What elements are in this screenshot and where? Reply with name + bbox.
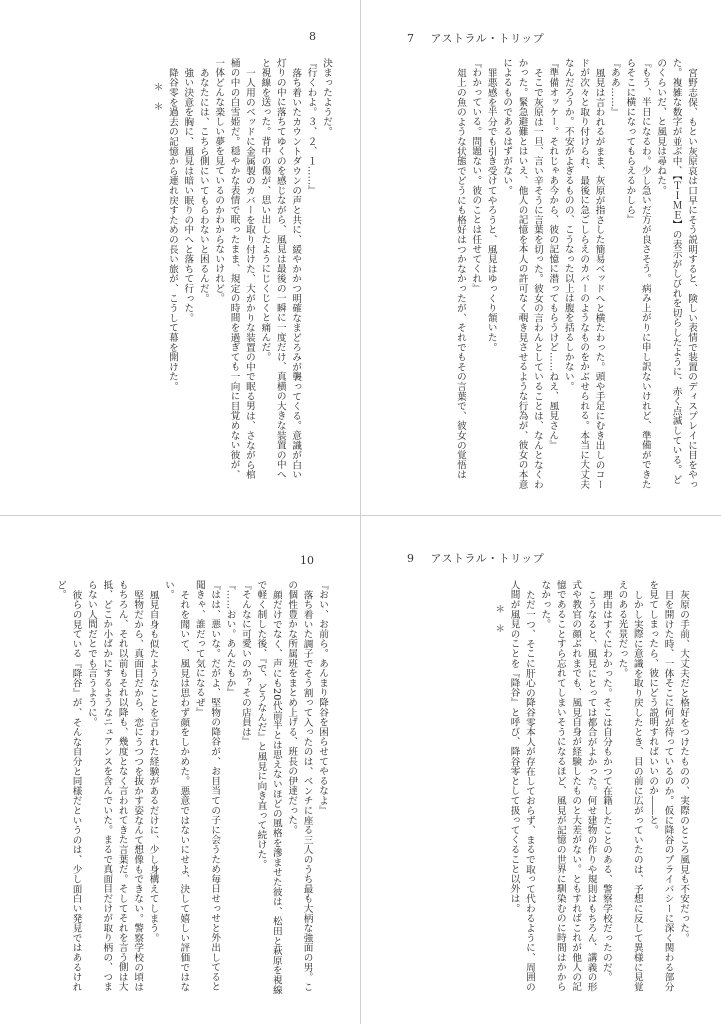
page-number: 9 bbox=[407, 552, 415, 565]
paragraph: 目を開けた時、一体そこに何が待っているのか。仮に降谷のプライバシーに深く関わる部分を見てしまったら、彼にどう説明すればいいのか――と。 bbox=[647, 580, 674, 992]
page-number: 8 bbox=[309, 30, 316, 43]
page-9 bbox=[361, 516, 721, 1024]
section-break-mark: ＊ ＊ bbox=[151, 82, 163, 112]
running-header bbox=[407, 550, 544, 566]
page-number: 7 bbox=[407, 32, 415, 45]
paragraph: 宮野志保、もとい灰原哀は口早にそう説明すると、険しい表情で装置のディスプレイに目をやった。複雑な数字が並ぶ中、【ＴＩＭＥ】の表示がしびれを切らしたように、赤く点滅している。どのくらいだ、と風見は尋ねた。 bbox=[655, 58, 697, 489]
paragraph: それを聞いて、風見は思わず顔をしかめた。悪意ではないにせよ、決して嬉しい評価ではない。 bbox=[162, 580, 190, 992]
running-header bbox=[407, 30, 544, 46]
paragraph: 『はは、悪いな。だがよ、堅物の降谷が、お目当ての子に会うため毎日せっせと外出してると聞きゃ、誰だって気になるぜ』 bbox=[193, 580, 221, 992]
paragraph: 彼らの見ている『降谷』が、そんな自分と同様だというのは、少し面白い発見ではあるけれど。 bbox=[55, 580, 82, 992]
running-title: アストラル・トリップ bbox=[430, 552, 545, 565]
page-8 bbox=[0, 0, 360, 515]
paragraph: しかし実際に意識を取り戻したとき、目の前に広がっていたのは、予想に反して異様に見覚えのある光景だった。 bbox=[616, 580, 643, 992]
paragraph: 『……おい。あんたもか』 bbox=[224, 580, 236, 698]
paragraph: 罪悪感を半分でも引き受けてやろうと、風見はゆっくり頷いた。 bbox=[485, 67, 497, 352]
paragraph: 『おい、お前ら。あんまり降谷を困らせてやるなよ』 bbox=[317, 580, 328, 816]
section-break-mark: ＊ ＊ bbox=[493, 604, 505, 634]
running-title: アストラル・トリップ bbox=[430, 32, 545, 45]
page-body bbox=[34, 58, 334, 486]
paragraph: 決まったようだ。 bbox=[321, 58, 332, 137]
paragraph: こうなると、風見にとっては都合がよかった。何せ建物の作りや規則はもちろん、講義の形式や教官の顔ぶれまでも、風見自身が経験したものと大差がない。ともすればこれが他人の記憶であることすら忘れてしまいそうになるほど、風見が記憶の世界に馴染むのに時間はかからなかった。 bbox=[539, 580, 597, 992]
paragraph: 風見自身も似たようなことを言われた経験があるだけに、少し身構えてしまう。 bbox=[147, 589, 159, 943]
paragraph: 一人用のベッドに金属製のカバーを取り付けた、大がかりな装置の中で眠る男は、さながら棺桶の中の白雪姫だ。穏やかな表情で眠ったまま、規定の時間を過ぎても一向に目覚めない彼が、一体どんな楽しい夢を見ているのかわからないけれど。 bbox=[213, 58, 255, 480]
paragraph: 落ち着いた調子でそう割って入ったのは、ベンチに座る三人のうち最も大柄な強面の男。この個性豊かな所属班をまとめ上げる、班長の伊達だった。 bbox=[286, 580, 313, 992]
paragraph: 強い決意を胸に、風見は暗い眠りの中へと落ちて行った。 bbox=[182, 67, 194, 323]
paragraph: 落ち着いたカウントダウンの声と共に、緩やかかつ明確なまどろみが襲ってくる。意識が白い灯りの中に落ちてゆくのを感じながら、風見は最後の一瞬に一度だけ、真横の大きな装置の中へと視線を送った。背中の傷が、思い出したようにじくじくと痛んだ。 bbox=[259, 58, 302, 480]
paragraph: 『ああ……』 bbox=[608, 58, 620, 117]
page-10 bbox=[0, 516, 360, 1024]
page-body bbox=[393, 58, 699, 494]
page-7 bbox=[361, 0, 721, 515]
paragraph: 俎上の魚のような状態でどうにも格好はつかなかったが、それでもその言葉で、彼女の覚悟は bbox=[454, 67, 466, 480]
page-body bbox=[391, 580, 691, 996]
paragraph: 降谷零を過去の記憶から連れ戻すための長い旅が、こうして幕を開けた。 bbox=[166, 67, 178, 391]
paragraph: 『もう、半日になるわ。少し急いだ方が良さそう。病み上がりに申し訳ないけれど、準備ができたらそこに横になってもらえるかしら』 bbox=[624, 58, 651, 490]
paragraph: 『準備オッケー。それじゃあ今から、彼の記憶に潜ってもらうけど……ねえ、風見さん』 bbox=[547, 58, 559, 450]
paragraph: 理由はすぐにわかった。そこは自分もかつて在籍したことのある、警察学校だったのだ。 bbox=[600, 589, 612, 982]
paragraph: 顔だけでなく、声にも20代前半とは思えないほどの風格を滲ませた彼は、松田と萩原を視線で軽く制した後、『で、どうなんだ』と風見に向き直って続けた。 bbox=[255, 580, 282, 995]
paragraph: 堅物だから、真面目だから、恋にうつつを抜かす姿なんて想像もできない。警察学校の頃はもちろん、それ以前もそれ以降も、幾度となく言われてきた言葉だ。そしてそれを言う側は大抵、どこか小ばかにするようなニュアンスを含んでいた。まるで真面目だけが取り柄の、つまらない人間だとでも言うように。 bbox=[85, 580, 144, 992]
page-number: 10 bbox=[300, 554, 314, 567]
paragraph: あなたには、こちら側にいてもらわないと困るんだ。 bbox=[197, 67, 209, 303]
paragraph: 風見は言われるがまま、灰原が指さした簡易ベッドへと横たわった。頭や手足にむき出しのコードが次々と取り付けられ、最後に急ごしらえのカバーのようなものをかぶせられる。本当に大丈夫なんだろうか。不安がよぎるものの、こうなった以上は腹を括るしかない。 bbox=[562, 58, 605, 490]
paragraph: 『行くわよ。３、２、１……』 bbox=[305, 58, 317, 196]
paragraph: 『そんなに可愛いのか？その店員は』 bbox=[239, 580, 251, 747]
paragraph: そこで灰原は一旦、言い辛そうに言葉を切った。彼女の言わんとしていることは、なんとなくわかった。緊急避難とはいえ、他人の記憶を本人の許可なく覗き見させるような行為が、彼女の本意によるものであるはずがない。 bbox=[501, 58, 543, 490]
paragraph: ただ一つ、そこに肝心の降谷零本人が存在しておらず、まるで取って代わるように、周囲の人間が風見のことを『降谷』と呼び、降谷零として扱ってくること以外は。 bbox=[508, 580, 535, 992]
page-body bbox=[30, 580, 330, 996]
paragraph: 灰原の手前、大丈夫だと格好をつけたものの、実際のところ風見も不安だった。 bbox=[678, 589, 689, 943]
paragraph: 『わかっている。問題ない。彼のことは任せてくれ』 bbox=[470, 58, 482, 294]
